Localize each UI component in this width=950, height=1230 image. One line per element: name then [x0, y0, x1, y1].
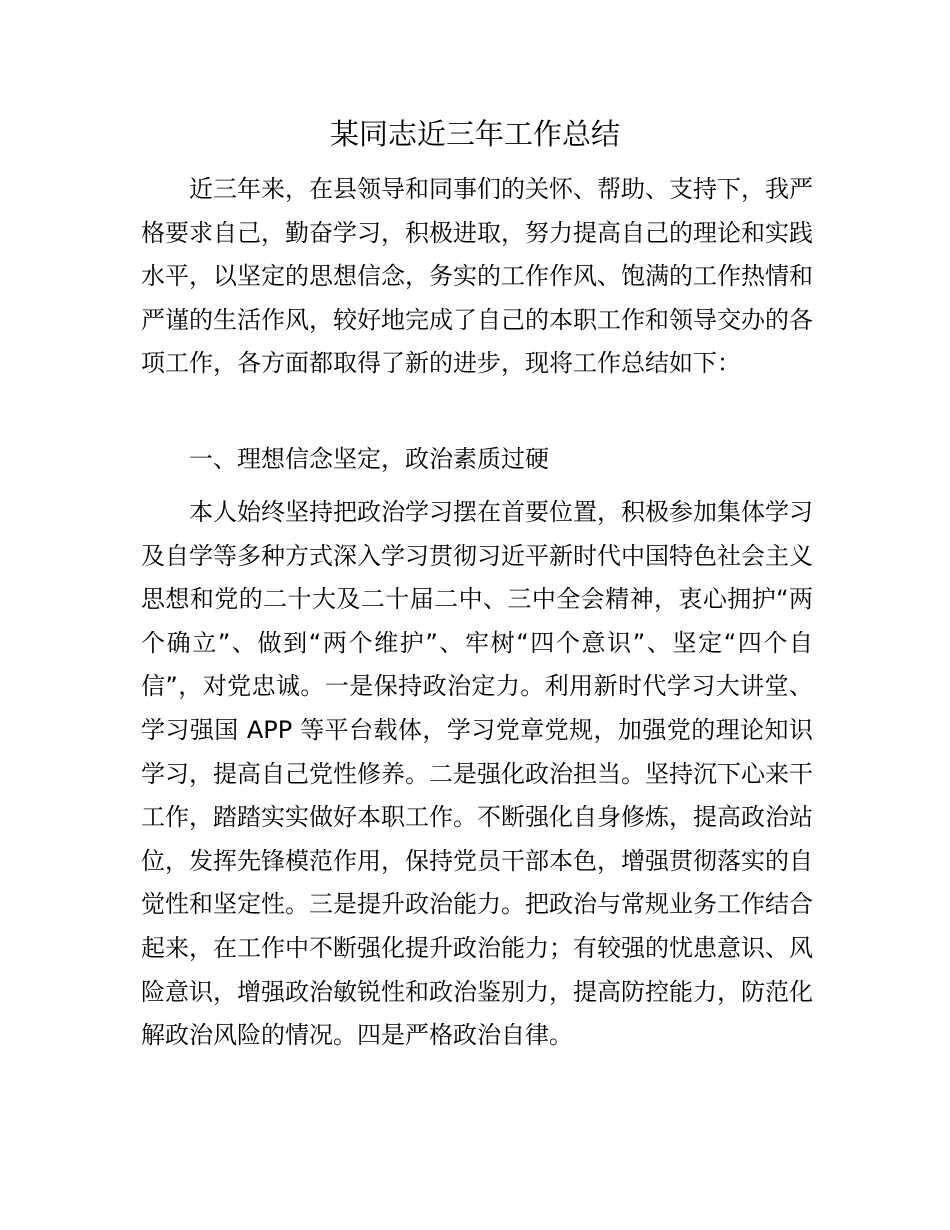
document-title: 某同志近三年工作总结	[329, 117, 620, 151]
section-heading-1: 一、理想信念坚定，政治素质过硬	[189, 445, 549, 473]
intro-paragraph: 近三年来，在县领导和同事们的关怀、帮助、支持下，我严格要求自己，勤奋学习，积极进取，努力提高自己的理论和实践水平，以坚定的思想信念，务实的工作作风、饱满的工作热情和严谨的生活作风，较好地完成了自己的本职工作和领导交办的各项工作，各方面都取得了新的进步，现将工作总结如下：	[141, 175, 813, 378]
section-paragraph-1: 本人始终坚持把政治学习摆在首要位置，积极参加集体学习及自学等多种方式深入学习贯彻习近平新时代中国特色社会主义思想和党的二十大及二十届二中、三中全会精神，衷心拥护“两个确立”、做到“两个维护”、牢树“四个意识”、坚定“四个自信”，对党忠诚。一是保持政治定力。利用新时代学习大讲堂、学习强国 APP 等平台载体，学习党章党规，加强党的理论知识学习，提高自己党性修养。二是强化政治担当。坚持沉下心来干工作，踏踏实实做好本职工作。不断强化自身修炼，提高政治站位，发挥先锋模范作用，保持党员干部本色，增强贯彻落实的自觉性和坚定性。三是提升政治能力。把政治与常规业务工作结合起来，在工作中不断强化提升政治能力；有较强的忧患意识、风险意识，增强政治敏锐性和政治鉴别力，提高防控能力，防范化解政治风险的情况。四是严格政治自律。	[141, 498, 813, 1050]
